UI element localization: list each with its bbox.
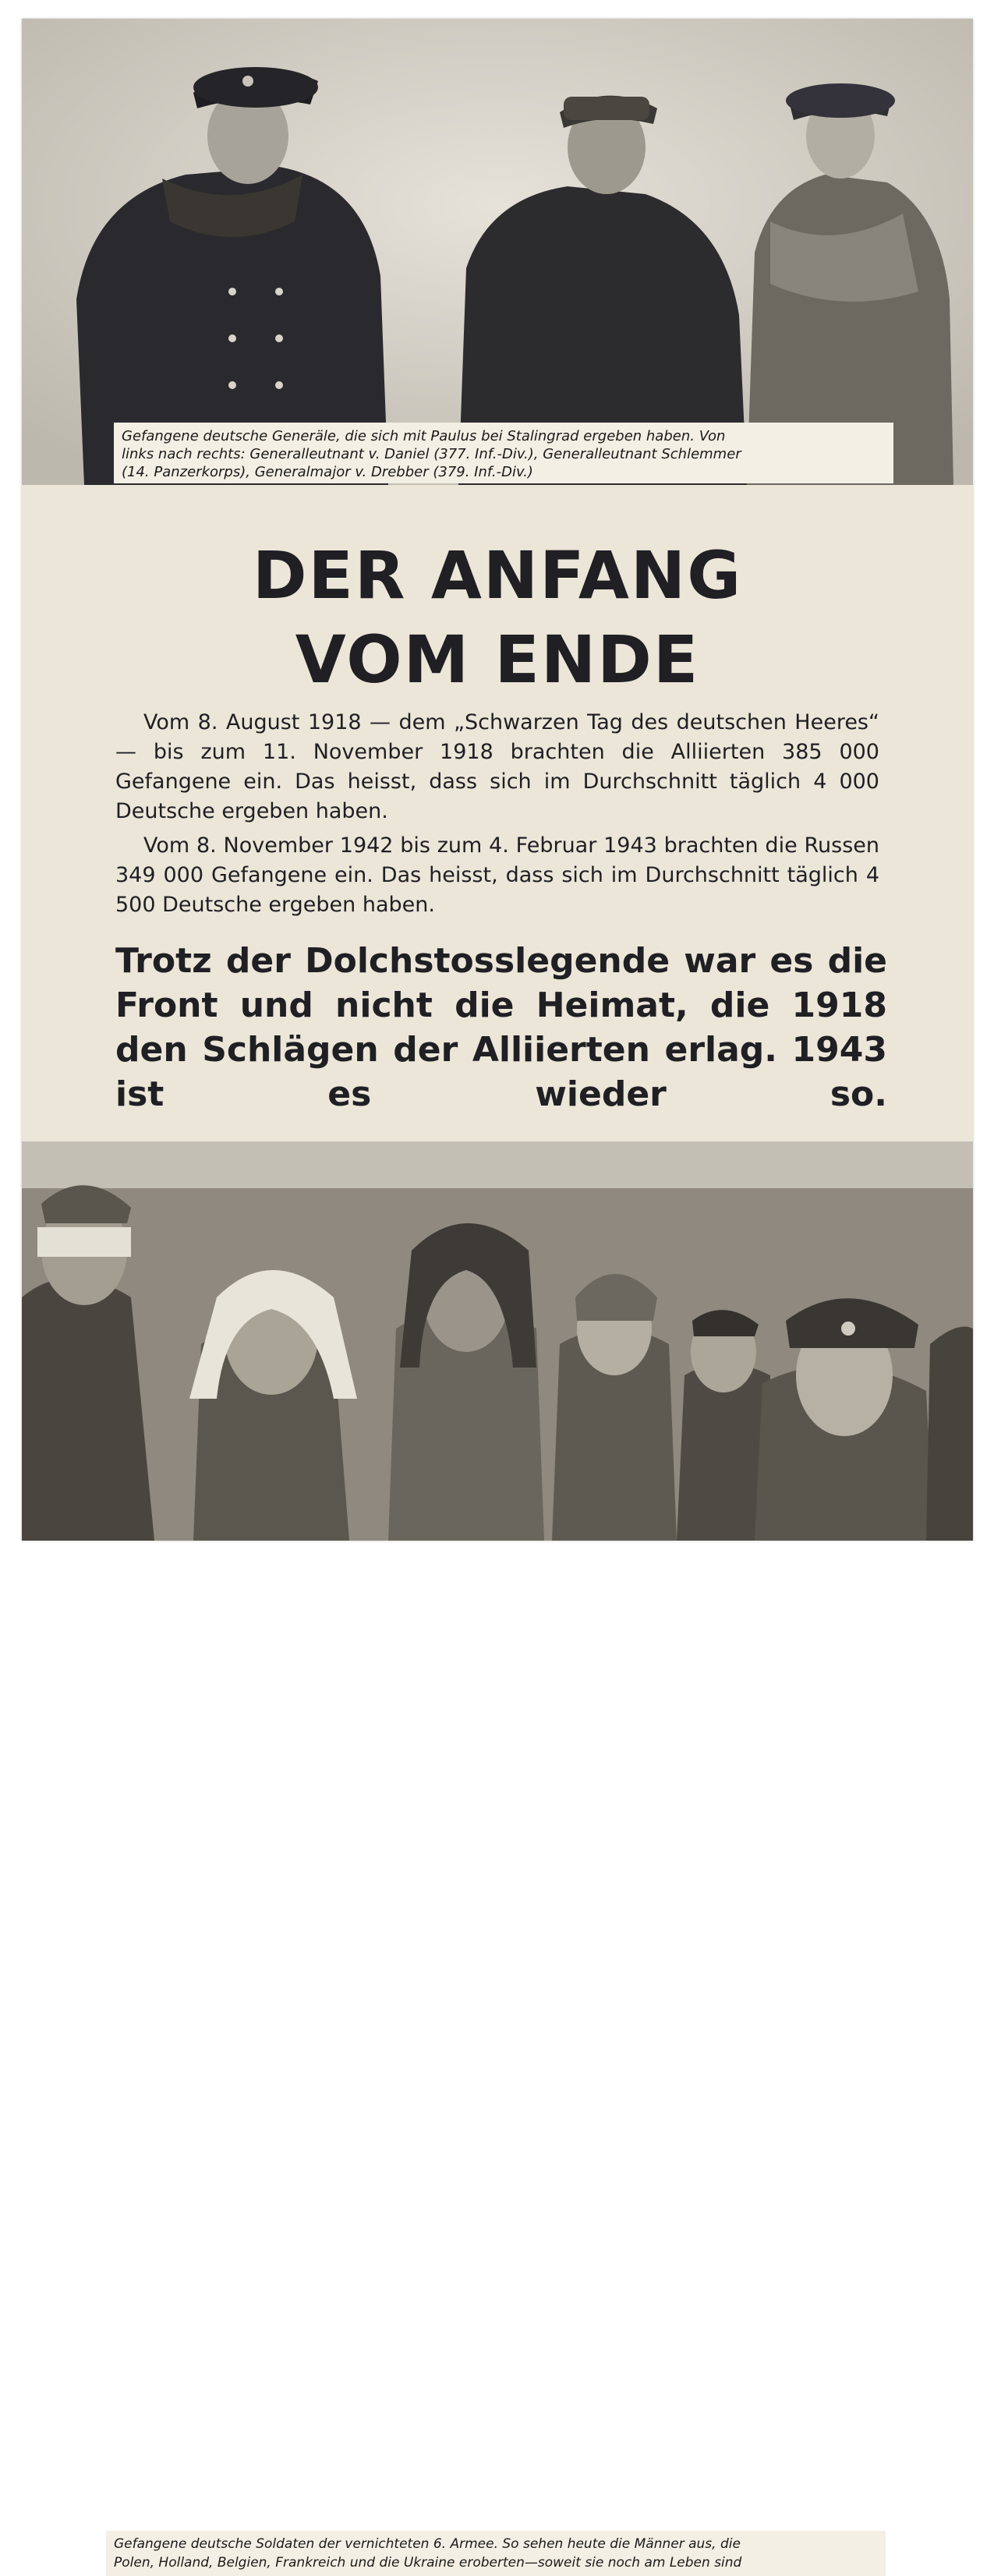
page-title bbox=[22, 533, 973, 702]
soldiers-photo-illustration bbox=[22, 1141, 973, 1541]
leaflet-page bbox=[22, 19, 973, 2571]
page-title-line: DER ANFANG bbox=[252, 537, 743, 614]
article-paragraph: Vom 8. November 1942 bis zum 4. Februar 1943 brachten die Russen 349 000 Gefangene ein. Das heisst, dass sich im Durchschnitt täglich 4 500 Deutsche ergeben haben. bbox=[115, 833, 879, 917]
caption-generals bbox=[114, 423, 893, 483]
photo-captured-generals bbox=[22, 19, 973, 485]
caption-generals-line: Gefangene deutsche Generäle, die sich mit Paulus bei Stalingrad ergeben haben. Von bbox=[122, 428, 726, 444]
caption-soldiers-line: Polen, Holland, Belgien, Frankreich und die Ukraine eroberten—soweit sie noch am Leben sind bbox=[114, 2555, 742, 2571]
article-paragraph: Vom 8. August 1918 — dem „Schwarzen Tag des deutschen Heeres“ — bis zum 11. November 1918 brachten die Alliierten 385 000 Gefangene ein. Das heisst, dass sich im Durchschnitt täglich 4 000 Deutsche ergeben haben. bbox=[115, 710, 879, 823]
article-body bbox=[115, 708, 879, 925]
slogan-text: Trotz der Dolchstosslegende war es die Front und nicht die Heimat, die 1918 den Schlägen der Alliierten erlag. 1943 ist es wieder so. bbox=[115, 941, 887, 1114]
caption-soldiers-line: Gefangene deutsche Soldaten der vernichteten 6. Armee. So sehen heute die Männer aus, die bbox=[114, 2536, 741, 2552]
photo-captured-soldiers bbox=[22, 1141, 973, 2571]
caption-generals-line: links nach rechts: Generalleutnant v. Daniel (377. Inf.-Div.), Generalleutnant Schlemmer bbox=[122, 446, 741, 462]
page-title-line: VOM ENDE bbox=[295, 621, 700, 698]
generals-photo-illustration bbox=[22, 19, 973, 485]
caption-soldiers bbox=[106, 2531, 886, 2576]
caption-generals-line: (14. Panzerkorps), Generalmajor v. Drebber (379. Inf.-Div.) bbox=[122, 464, 533, 480]
